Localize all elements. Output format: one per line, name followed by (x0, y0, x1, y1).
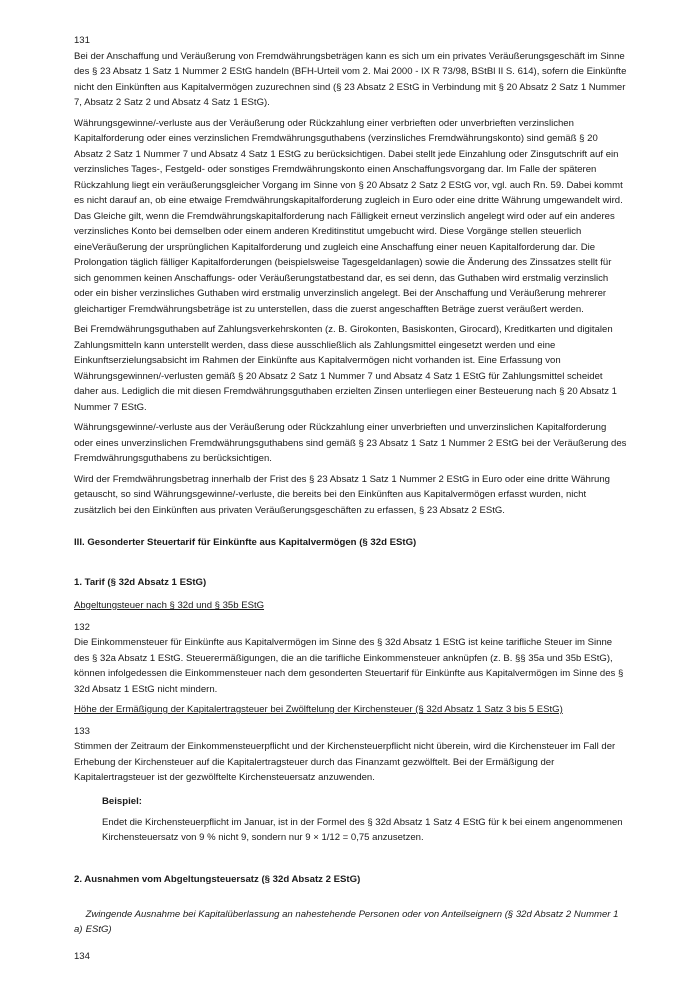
paragraph-133: Stimmen der Zeitraum der Einkommensteuerpflicht und der Kirchensteuerpflicht nicht überein, wird die Kirchensteuer im Fall der Erhebung der Kirchensteuer auf die Kapitalertragsteuer durch das Finanzamt gezwölftelt. Bei der Ermäßigung der Kapitalertragsteuer ist der gezwölftelte Kirchensteuersatz anzuwenden. (74, 741, 616, 783)
paragraph-131-non-interest: Währungsgewinne/-verluste aus der Veräußerung oder Rückzahlung einer unverbrieften und unverzinslichen Kapitalforderung oder eines unverzinslichen Fremdwährungsguthabens sind gemäß § 23 Absatz 1 Satz 1 Nummer 2 EStG bei der Veräußerung des Fremdwährungsguthabens zu berücksichtigen. (74, 422, 627, 464)
margin-number-133: 133 (74, 725, 90, 737)
heading-tarif: 1. Tarif (§ 32d Absatz 1 EStG) (74, 577, 207, 588)
subheading-abgeltungsteuer: Abgeltungsteuer nach § 32d und § 35b EStG (74, 600, 265, 611)
paragraph-131-payment-accounts: Bei Fremdwährungsguthaben auf Zahlungsverkehrskonten (z. B. Girokonten, Basiskonten, Girocard), Kreditkarten und digitalen Zahlungsmitteln kann unterstellt werden, dass diese ausschließlich als Zahlungsmittel eingesetzt werden und eine Einkunftserzielungsabsicht im Rahmen der Einkünfte aus Kapitalvermögen nicht vorhanden ist. Eine Erfassung von Währungsgewinnen/-verlusten gemäß § 20 Absatz 2 Satz 1 Nummer 7 und Absatz 4 Satz 1 EStG für Zahlungsmittel scheidet daher aus. Lediglich die mit diesen Fremdwährungsguthaben erzielten Zinsen unterliegen einer Besteuerung nach § 20 Absatz 1 Nummer 7 EStG. (74, 324, 617, 413)
example-label: Beispiel: (102, 795, 142, 807)
paragraph-131: Bei der Anschaffung und Veräußerung von Fremdwährungsbeträgen kann es sich um ein privates Veräußerungsgeschäft im Sinne des § 23 Absatz 1 Satz 1 Nummer 2 EStG handeln (BFH-Urteil vom 2. Mai 2000 - IX R 73/98, BStBl II S. 614), sofern die Einkünfte nicht den Einkünften aus Kapitalvermögen zuzurechnen sind (§ 23 Absatz 2 EStG in Verbindung mit § 20 Absatz 2 Satz 1 Nummer 7, Absatz 2 Satz 2 und Absatz 4 Satz 1 EStG). (74, 50, 627, 108)
document-page (74, 33, 627, 964)
section-heading-iii: III. Gesonderter Steuertarif für Einkünfte aus Kapitalvermögen (§ 32d EStG) (74, 537, 417, 548)
margin-number-131: 131 (74, 35, 90, 46)
subsection-a (74, 907, 627, 937)
heading-ausnahmen: 2. Ausnahmen vom Abgeltungsteuersatz (§ 32d Absatz 2 EStG) (74, 873, 361, 885)
margin-number-134: 134 (74, 950, 90, 962)
subsection-a-label: a) (74, 923, 83, 935)
example-text: Endet die Kirchensteuerpflicht im Januar, ist in der Formel des § 32d Absatz 1 Satz 4 EStG für k bei einem angenommenen Kirchensteuersatz von 9 % nicht 9, sondern nur 9 × 1/12 = 0,75 anzusetzen. (102, 816, 623, 843)
subsection-a-title: Zwingende Ausnahme bei Kapitalüberlassung an nahestehende Personen oder von Anteilseignern (§ 32d Absatz 2 Nummer 1 EStG) (85, 908, 619, 935)
paragraph-131-exchange: Wird der Fremdwährungsbetrag innerhalb der Frist des § 23 Absatz 1 Satz 1 Nummer 2 EStG in Euro oder eine dritte Währung getauscht, so sind Währungsgewinne/-verluste, die bereits bei den Einkünften aus Kapitalvermögen erfasst wurden, nicht zusätzlich bei den Einkünften aus privaten Veräußerungsgeschäften zu erfassen, § 23 Absatz 2 EStG. (74, 473, 610, 516)
subheading-hoehe-ermaessigung: Höhe der Ermäßigung der Kapitalertragsteuer bei Zwölftelung der Kirchensteuer (§ 32d Absatz 1 Satz 3 bis 5 EStG) (74, 704, 563, 715)
paragraph-131-fx-interest: Währungsgewinne/-verluste aus der Veräußerung oder Rückzahlung einer verbrieften oder unverbrieften verzinslichen Kapitalforderung oder eines verzinslichen Fremdwährungsguthabens (verzinsliches Fremdwährungskonto) sind gemäß § 20 Absatz 2 Satz 1 Nummer 7 und Absatz 4 Satz 1 EStG zu berücksichtigen. Dabei stellt jede Einzahlung oder Zinsgutschrift auf ein verzinsliches Tages-, Festgeld- oder sonstiges Fremdwährungskonto einen Anschaffungsvorgang dar. Im Falle der späteren Rückzahlung liegt ein veräußerungsgleicher Vorgang im Sinne von § 20 Absatz 2 Satz 2 EStG vor, vgl. auch Rn. 59. Dabei kommt es nicht darauf an, ob eine etwaige Fremdwährungskapitalforderung zugleich in Euro oder eine dritte Währung umgewandelt wird. Das Gleiche gilt, wenn die Fremdwährungskapitalforderung nach Fälligkeit erneut verzinslich angelegt wird oder auf ein anderes verzinsliches Konto bei demselben oder einem anderen Kreditinstitut umgebucht wird. Diese Vorgänge stellen steuerlich eineVeräußerung der ursprünglichen Kapitalforderung und zugleich eine Anschaffung einer neuen Kapitalforderung dar. Die Prolongation täglich fälliger Kapitalforderungen (beispielsweise Tagesgeldanlagen) sowie die Änderung des Zinssatzes stellt für sich genommen keinen Anschaffungs- oder Veräußerungstatbestand dar, es sei denn, das Guthaben wird erstmalig verzinslich oder ein bisher verzinsliches Guthaben wird erstmalig unverzinslich angelegt. Bei der Anschaffung und Veräußerung mehrerer gleichartiger Fremdwährungsbeträge ist zu unterstellen, dass die zuerst angeschafften Beträge zuerst veräußert werden. (74, 117, 623, 315)
margin-number-132: 132 (74, 621, 90, 633)
paragraph-132: Die Einkommensteuer für Einkünfte aus Kapitalvermögen im Sinne des § 32d Absatz 1 EStG ist keine tarifliche Steuer im Sinne des § 32a Absatz 1 EStG. Steuerermäßigungen, die an die tarifliche Einkommensteuer anknüpfen (z. B. §§ 35a und 35b EStG), können infolgedessen die Einkommensteuer nach dem gesonderten Steuertarif für Einkünfte aus Kapitalvermögen im Sinne des § 32d Absatz 1 EStG nicht mindern. (74, 637, 624, 695)
